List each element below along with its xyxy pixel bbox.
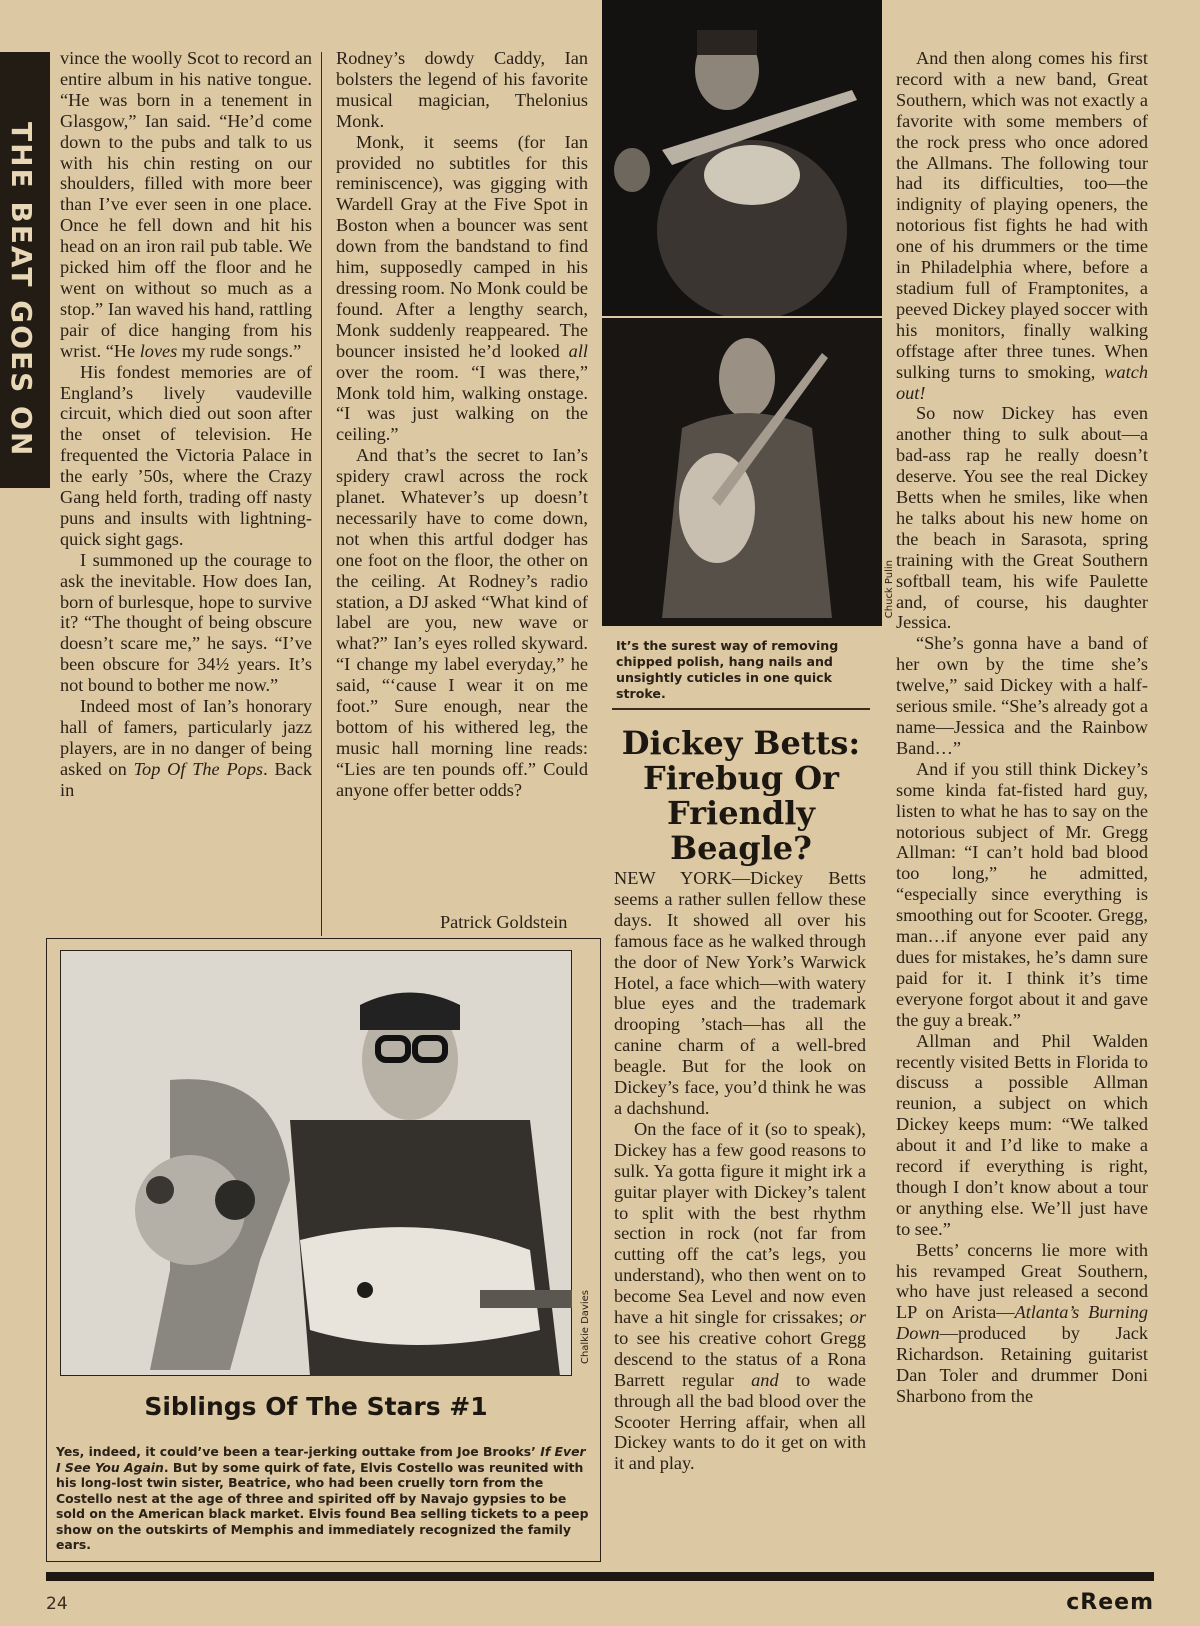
- costello-photo: [60, 950, 572, 1376]
- page-number: 24: [46, 1594, 68, 1614]
- footer-rule: [46, 1572, 1154, 1581]
- magazine-logo: cReem: [1066, 1590, 1154, 1615]
- article-ian-col2: [336, 48, 588, 801]
- paragraph: vince the woolly Scot to record an entire album in his native tongue. “He was born in a tenement in Glasgow,” Ian said. “He’d come down to the pubs and talk to us with his chin resting on our shoulders, filled with more beer than I’ve ever seen in one place. Once he fell down and hit his head on an iron rail pub table. We picked him off the floor and he went on without so much as a stop.” Ian waved his hand, rattling pair of dice hanging from his wrist. “He loves my rude songs.”: [60, 48, 312, 361]
- paragraph: NEW YORK—Dickey Betts seems a rather sullen fellow these days. It showed all over his famous face as he walked through the door of New York’s Warwick Hotel, a face which—with watery blue eyes and the trademark drooping ’stach—has all the canine charm of a well-bred beagle. But for the look on Dickey’s face, you’d think he was a dachshund.: [614, 868, 866, 1118]
- betts-photo-bottom: [602, 318, 882, 626]
- paragraph: Betts’ concerns lie more with his revamped Great Southern, who have just released a second LP on Arista—Atlanta’s Burning Down—produced by Jack Richardson. Retaining guitarist Dan Toler and drummer Doni Sharbono from the: [896, 1239, 1148, 1406]
- betts-headline: Dickey Betts: Firebug Or Friendly Beagle?: [621, 724, 861, 867]
- paragraph: Monk, it seems (for Ian provided no subtitles for this reminiscence), was gigging with Wardell Gray at the Five Spot in Boston when a bouncer was sent down from the bandstand to find him, supposedly camped in his dressing room. No Monk could be found. After a lengthy search, Monk suddenly reappeared. The bouncer insisted he’d looked all over the room. “I was there,” Monk told him, walking onstage. “I was just walking on the ceiling.”: [336, 131, 588, 445]
- guitarist-image: [602, 0, 882, 316]
- paragraph: Allman and Phil Walden recently visited Betts in Florida to discuss a possible Allman reunion, a subject on which Dickey keeps mum: “We talked about it and I’d like to make a record if everything is right, though I don’t know about a tour or anything else. We’ll just have to see.”: [896, 1030, 1148, 1239]
- section-band: [0, 52, 50, 488]
- paragraph: And that’s the secret to Ian’s spidery crawl across the rock planet. Whatever’s up doesn’t necessarily have to come down, not when this artful dodger has one foot on the floor, the other on the ceiling. At Rodney’s radio station, a DJ asked “What kind of label are you, new wave or what?” Ian’s eyes rolled skyward. “I change my label everyday,” he said, “‘cause I wear it on me foot.” Sure enough, near the bottom of his withered leg, the music hall morning line reads: “Lies are ten pounds off.” Could anyone offer better odds?: [336, 445, 588, 800]
- paragraph: So now Dickey has even another thing to sulk about—a bad-ass rap he really doesn’t deserve. You see the real Dickey Betts when he smiles, like when he talks about his new home on the beach in Sarasota, spring training with the Great Southern softball team, his wife Paulette and, of course, his daughter Jessica.: [896, 403, 1148, 633]
- byline: Patrick Goldstein: [440, 912, 568, 932]
- guitarist-image: [602, 318, 882, 626]
- paragraph: On the face of it (so to speak), Dickey has a few good reasons to sulk. Ya gotta figure it might irk a guitar player with Dickey’s talent to split with the best rhythm section in rock (not far from cutting off the cat’s legs, you understand), who then went on to become Sea Level and now even have a hit single for crissakes; or to see his creative cohort Gregg descend to the status of a Rona Barrett regular and to wade through all the bad blood over the Scooter Herring affair, when all Dickey wants to do it get on with it and play.: [614, 1118, 866, 1474]
- article-betts-col4: [896, 48, 1148, 1407]
- paragraph: Rodney’s dowdy Caddy, Ian bolsters the legend of his favorite musical magician, Thelonius Monk.: [336, 48, 588, 131]
- caption-rule: [612, 708, 870, 710]
- column-rule: [321, 52, 322, 936]
- section-label: THE BEAT GOES ON: [5, 122, 38, 458]
- paragraph: And if you still think Dickey’s some kinda fat-fisted hard guy, listen to what he has to say on the notorious subject of Mr. Gregg Allman: “I can’t hold bad blood too long,” he admitted, “especially since everything is smoothing out for Scooter. Gregg, man…if anyone ever paid any dues for mistakes, he’s damn sure paid for it. I think it’s time everyone forgot about it and gave the guy a break.”: [896, 758, 1148, 1030]
- paragraph: His fondest memories are of England’s lively vaudeville circuit, which died out soon after the onset of television. He frequented the Victoria Palace in the early ’50s, where the Crazy Gang held forth, trading off nasty puns and insults with lightning-quick sight gags.: [60, 361, 312, 549]
- photo-credit: Chalkie Davies: [580, 1290, 591, 1365]
- costello-image: [60, 950, 572, 1376]
- paragraph: Indeed most of Ian’s honorary hall of famers, particularly jazz players, are in no danger of being asked on Top Of The Pops. Back in: [60, 696, 313, 800]
- article-betts-col3: [614, 868, 866, 1474]
- costello-caption: Yes, indeed, it could’ve been a tear-jerking outtake from Joe Brooks’ If Ever I See You Again. But by some quirk of fate, Elvis Costello was reunited with his long-lost twin sister, Beatrice, who had been cruelly torn from the Costello nest at the age of three and spirited off by Navajo gypsies to be sold on the American black market. Elvis found Bea selling tickets to a peep show on the outskirts of Memphis and immediately recognized the family ears.: [56, 1444, 589, 1552]
- betts-photo-top: [602, 0, 882, 316]
- paragraph: I summoned up the courage to ask the inevitable. How does Ian, born of burlesque, hope to survive it? “The thought of being obscure doesn’t scare me,” he says. “I’ve been obscure for 34½ years. It’s not bound to bother me now.”: [60, 549, 312, 696]
- article-ian-col1: [60, 48, 312, 801]
- paragraph: “She’s gonna have a band of her own by the time she’s twelve,” said Dickey with a half-serious smile. “She’s already got a name—Jessica and the Rainbow Band…”: [896, 633, 1148, 758]
- costello-headline: Siblings Of The Stars #1: [144, 1392, 488, 1421]
- paragraph: And then along comes his first record with a new band, Great Southern, which was not exactly a favorite with some members of the rock press who once adored the Allmans. The following tour had its difficulties, too—the indignity of playing openers, the notorious fist fights he had with one of his drummers or the time in Philadelphia where, before a stadium full of Framptonites, a peeved Dickey played soccer with his monitors, finally walking offstage after three tunes. When sulking turns to smoking, watch out!: [896, 48, 1148, 403]
- photo-credit: Chuck Pulin: [884, 560, 895, 619]
- photo-caption: It’s the surest way of removing chipped polish, hang nails and unsightly cuticles in one quick stroke.: [616, 638, 839, 701]
